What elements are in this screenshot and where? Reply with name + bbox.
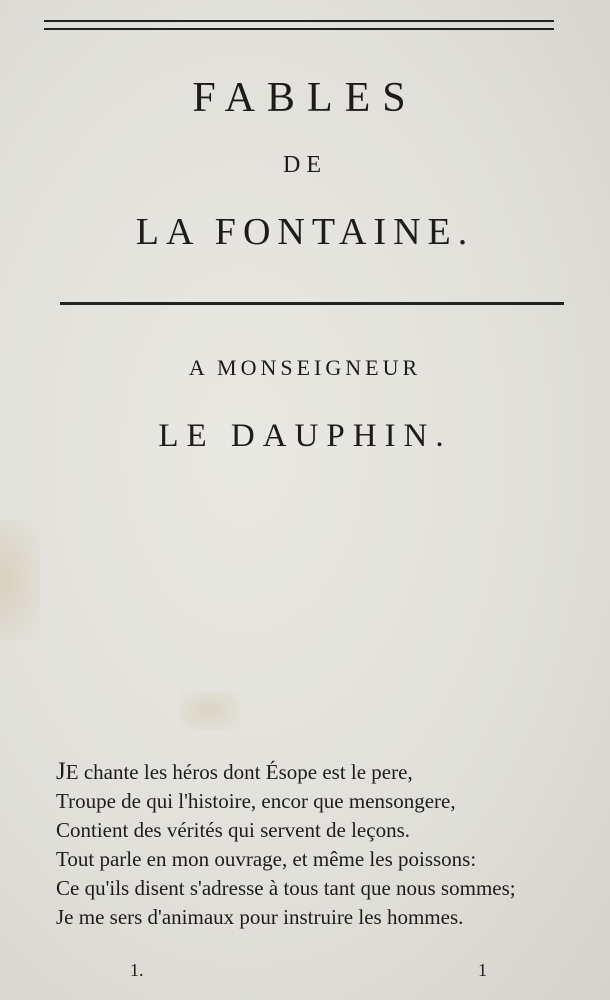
poem-line-text: chante les héros dont Ésope est le pere, [78,760,413,784]
top-double-rule-lower [44,28,554,30]
top-double-rule [44,20,554,22]
small-cap: E [65,760,79,784]
poem-line: Troupe de qui l'histoire, encor que mensongere, [56,789,456,813]
poem-line: Ce qu'ils disent s'adresse à tous tant que nous sommes; [56,876,516,900]
page-number: 1 [478,960,487,980]
poem-line: Contient des vérités qui servent de leçons. [56,818,410,842]
title-de: DE [283,152,327,178]
poem-line: Tout parle en mon ouvrage, et même les poissons: [56,847,477,871]
poem-line: Je me sers d'animaux pour instruire les hommes. [56,905,464,929]
paper-stain [180,690,240,730]
poem-text [56,757,596,932]
title-fables: FABLES [192,75,418,121]
poem-line [56,757,596,787]
paper-stain [0,520,40,640]
dedication-dauphin: LE DAUPHIN. [158,418,452,454]
title-la-fontaine: LA FONTAINE. [135,211,475,253]
section-rule [60,302,564,305]
signature-mark: 1. [130,960,144,980]
dedication-monseigneur: A MONSEIGNEUR [188,355,422,380]
drop-cap: J [56,758,66,785]
